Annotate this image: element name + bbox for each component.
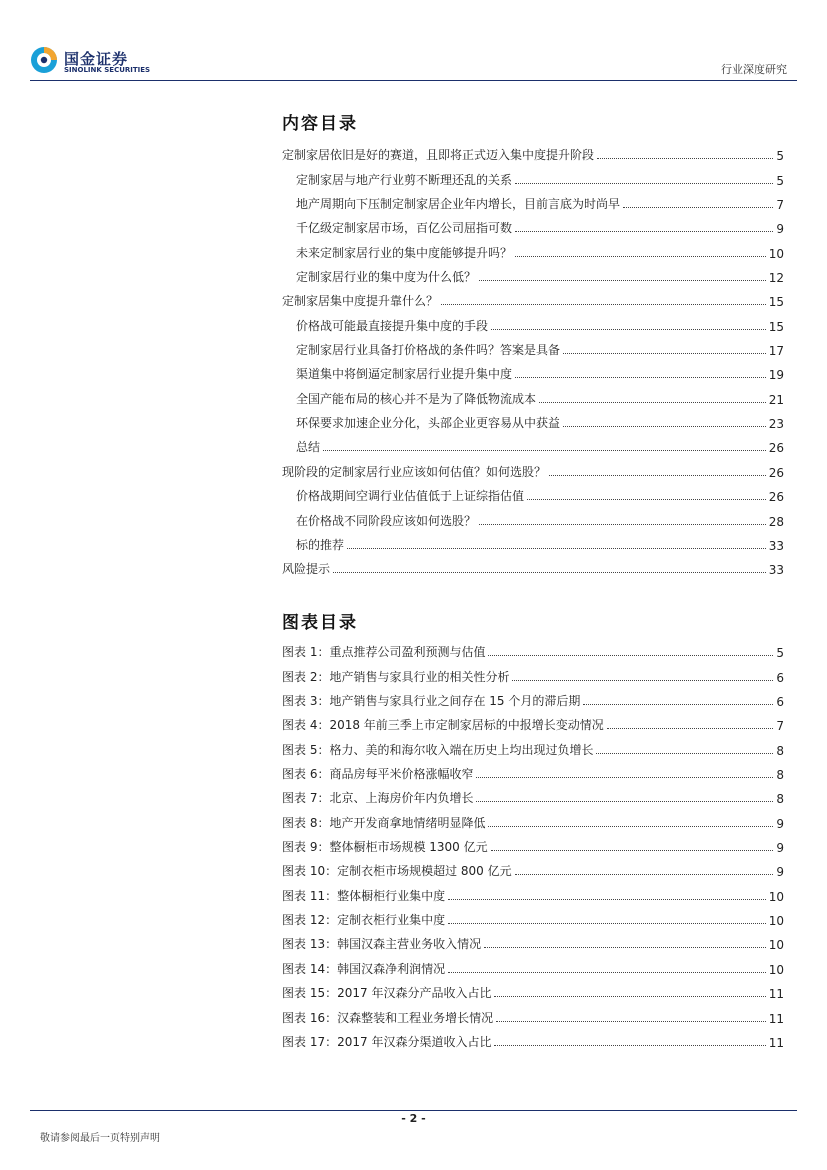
toc-entry[interactable] <box>282 336 784 360</box>
figure-entry[interactable] <box>282 1028 784 1052</box>
figure-entry-page: 5 <box>776 646 784 661</box>
figure-entry[interactable] <box>282 662 784 686</box>
figure-entry[interactable] <box>282 808 784 832</box>
dot-leader <box>539 402 766 403</box>
toc-entry-title: 渠道集中将倒逼定制家居行业提升集中度 <box>296 367 513 382</box>
figure-entry[interactable] <box>282 638 784 662</box>
toc-entry-page: 5 <box>776 173 784 188</box>
toc-entry[interactable] <box>282 360 784 384</box>
figure-entry-title: 图表 4：2018 年前三季上市定制家居标的中报增长变动情况 <box>282 718 604 733</box>
toc-entry-title: 环保要求加速企业分化，头部企业更容易从中获益 <box>296 416 561 431</box>
toc-entry[interactable] <box>282 555 784 579</box>
toc-entry-page: 7 <box>776 198 784 213</box>
dot-leader <box>515 231 773 232</box>
toc-title: 内容目录 <box>282 114 358 134</box>
toc-entry-title: 定制家居行业的集中度为什么低？ <box>296 270 477 285</box>
toc-entry-title: 定制家居依旧是好的赛道，且即将正式迈入集中度提升阶段 <box>282 148 595 163</box>
toc-entry[interactable] <box>282 263 784 287</box>
dot-leader <box>515 377 766 378</box>
figure-entry-page: 10 <box>768 938 784 953</box>
figure-entry[interactable] <box>282 930 784 954</box>
dot-leader <box>491 850 774 851</box>
toc-entry[interactable] <box>282 482 784 506</box>
figure-entry-title: 图表 15：2017 年汉森分产品收入占比 <box>282 986 492 1001</box>
dot-leader <box>494 996 765 997</box>
toc-entry[interactable] <box>282 165 784 189</box>
figure-list-title: 图表目录 <box>282 613 358 633</box>
figure-entry-title: 图表 7：北京、上海房价年内负增长 <box>282 791 474 806</box>
dot-leader <box>448 923 766 924</box>
figure-entry[interactable] <box>282 833 784 857</box>
page-number: - 2 - <box>401 1112 426 1125</box>
dot-leader <box>476 777 773 778</box>
toc-entry-title: 在价格战不同阶段应该如何选股？ <box>296 513 477 528</box>
toc-entry-title: 全国产能布局的核心并不是为了降低物流成本 <box>296 391 537 406</box>
page-header <box>0 0 827 82</box>
report-type-label: 行业深度研究 <box>721 63 787 76</box>
figure-entry-page: 8 <box>776 743 784 758</box>
figure-entry-page: 10 <box>768 914 784 929</box>
sinolink-logo-icon <box>30 46 58 74</box>
dot-leader <box>347 548 766 549</box>
figure-entry[interactable] <box>282 760 784 784</box>
toc-entry-title: 价格战期间空调行业估值低于上证综指估值 <box>296 489 525 504</box>
figure-entry-title: 图表 3：地产销售与家具行业之间存在 15 个月的滞后期 <box>282 694 581 709</box>
toc-entry[interactable] <box>282 238 784 262</box>
toc-entry-title: 地产周期向下压制定制家居企业年内增长，目前言底为时尚早 <box>296 197 621 212</box>
toc-entry[interactable] <box>282 433 784 457</box>
toc-entry-page: 26 <box>768 441 784 456</box>
toc-list <box>282 141 784 579</box>
dot-leader <box>333 572 766 573</box>
toc-entry-page: 12 <box>768 271 784 286</box>
figure-entry[interactable] <box>282 784 784 808</box>
figure-entry[interactable] <box>282 979 784 1003</box>
toc-entry-title: 总结 <box>296 440 321 455</box>
logo-chinese-name: 国金证券 <box>64 50 129 68</box>
figure-entry[interactable] <box>282 735 784 759</box>
dot-leader <box>441 304 766 305</box>
toc-entry-page: 15 <box>768 319 784 334</box>
dot-leader <box>597 158 773 159</box>
figure-entry-page: 9 <box>776 865 784 880</box>
figure-entry[interactable] <box>282 857 784 881</box>
toc-entry[interactable] <box>282 457 784 481</box>
toc-entry-page: 33 <box>768 538 784 553</box>
dot-leader <box>323 450 766 451</box>
toc-entry[interactable] <box>282 506 784 530</box>
toc-entry-page: 10 <box>768 246 784 261</box>
figure-entry-title: 图表 11：整体橱柜行业集中度 <box>282 888 446 903</box>
toc-entry-title: 定制家居与地产行业剪不断理还乱的关系 <box>296 172 513 187</box>
figure-entry-page: 10 <box>768 962 784 977</box>
dot-leader <box>448 899 766 900</box>
figure-entry[interactable] <box>282 954 784 978</box>
toc-entry-page: 21 <box>768 392 784 407</box>
figure-entry-title: 图表 13：韩国汉森主营业务收入情况 <box>282 937 482 952</box>
figure-entry[interactable] <box>282 906 784 930</box>
dot-leader <box>515 183 773 184</box>
toc-entry-page: 26 <box>768 465 784 480</box>
dot-leader <box>515 256 766 257</box>
figure-list <box>282 638 784 1052</box>
figure-entry-title: 图表 16：汉森整装和工程业务增长情况 <box>282 1010 494 1025</box>
figure-entry-title: 图表 8：地产开发商拿地情绪明显降低 <box>282 815 486 830</box>
footer-disclaimer: 敬请参阅最后一页特别声明 <box>40 1133 160 1144</box>
toc-entry-title: 标的推荐 <box>296 537 345 552</box>
logo-english-name: SINOLINK SECURITIES <box>64 66 151 74</box>
figure-entry-page: 6 <box>776 670 784 685</box>
toc-entry[interactable] <box>282 384 784 408</box>
figure-entry-title: 图表 12：定制衣柜行业集中度 <box>282 913 446 928</box>
toc-entry-title: 风险提示 <box>282 562 331 577</box>
dot-leader <box>479 524 766 525</box>
toc-entry[interactable] <box>282 409 784 433</box>
toc-entry-title: 现阶段的定制家居行业应该如何估值？如何选股？ <box>282 464 547 479</box>
dot-leader <box>494 1045 765 1046</box>
toc-entry-title: 定制家居行业具备打价格战的条件吗？答案是具备 <box>296 343 561 358</box>
figure-entry-title: 图表 6：商品房每平米价格涨幅收窄 <box>282 767 474 782</box>
figure-entry-page: 10 <box>768 889 784 904</box>
toc-entry-page: 15 <box>768 295 784 310</box>
figure-entry-title: 图表 14：韩国汉森净利润情况 <box>282 961 446 976</box>
dot-leader <box>563 426 766 427</box>
figure-entry-title: 图表 9：整体橱柜市场规模 1300 亿元 <box>282 840 488 855</box>
toc-entry-title: 价格战可能最直接提升集中度的手段 <box>296 318 489 333</box>
figure-entry-title: 图表 1：重点推荐公司盈利预测与估值 <box>282 645 486 660</box>
toc-entry-page: 17 <box>768 344 784 359</box>
dot-leader <box>479 280 766 281</box>
figure-entry[interactable] <box>282 881 784 905</box>
dot-leader <box>596 753 773 754</box>
header-divider <box>30 80 797 81</box>
toc-entry-page: 19 <box>768 368 784 383</box>
figure-entry-page: 6 <box>776 695 784 710</box>
toc-entry-page: 23 <box>768 417 784 432</box>
figure-entry[interactable] <box>282 1003 784 1027</box>
toc-entry[interactable] <box>282 311 784 335</box>
dot-leader <box>607 728 774 729</box>
dot-leader <box>527 499 766 500</box>
toc-entry-title: 千亿级定制家居市场，百亿公司屈指可数 <box>296 221 513 236</box>
toc-entry[interactable] <box>282 190 784 214</box>
toc-entry[interactable] <box>282 531 784 555</box>
dot-leader <box>484 947 766 948</box>
toc-entry-page: 5 <box>776 149 784 164</box>
toc-entry-title: 未来定制家居行业的集中度能够提升吗？ <box>296 245 513 260</box>
dot-leader <box>512 680 773 681</box>
dot-leader <box>448 972 766 973</box>
figure-entry-page: 9 <box>776 841 784 856</box>
dot-leader <box>583 704 773 705</box>
toc-entry[interactable] <box>282 287 784 311</box>
figure-entry-page: 9 <box>776 816 784 831</box>
toc-entry-page: 33 <box>768 563 784 578</box>
dot-leader <box>488 826 773 827</box>
toc-entry-page: 9 <box>776 222 784 237</box>
figure-entry-page: 11 <box>768 1035 784 1050</box>
toc-entry[interactable] <box>282 214 784 238</box>
dot-leader <box>476 801 773 802</box>
toc-entry-page: 26 <box>768 490 784 505</box>
figure-entry-title: 图表 17：2017 年汉森分渠道收入占比 <box>282 1034 492 1049</box>
figure-entry-page: 7 <box>776 719 784 734</box>
figure-entry[interactable] <box>282 687 784 711</box>
figure-entry-title: 图表 10：定制衣柜市场规模超过 800 亿元 <box>282 864 512 879</box>
dot-leader <box>515 874 774 875</box>
toc-entry-page: 28 <box>768 514 784 529</box>
footer-divider <box>30 1110 797 1111</box>
figure-entry-page: 8 <box>776 792 784 807</box>
figure-entry-title: 图表 2：地产销售与家具行业的相关性分析 <box>282 669 510 684</box>
toc-entry-title: 定制家居集中度提升靠什么？ <box>282 294 439 309</box>
dot-leader <box>623 207 773 208</box>
figure-entry-title: 图表 5：格力、美的和海尔收入端在历史上均出现过负增长 <box>282 742 594 757</box>
figure-entry-page: 11 <box>768 1011 784 1026</box>
dot-leader <box>491 329 766 330</box>
dot-leader <box>549 475 766 476</box>
dot-leader <box>563 353 766 354</box>
dot-leader <box>488 655 773 656</box>
toc-entry[interactable] <box>282 141 784 165</box>
dot-leader <box>496 1021 766 1022</box>
figure-entry-page: 11 <box>768 987 784 1002</box>
figure-entry[interactable] <box>282 711 784 735</box>
figure-entry-page: 8 <box>776 768 784 783</box>
